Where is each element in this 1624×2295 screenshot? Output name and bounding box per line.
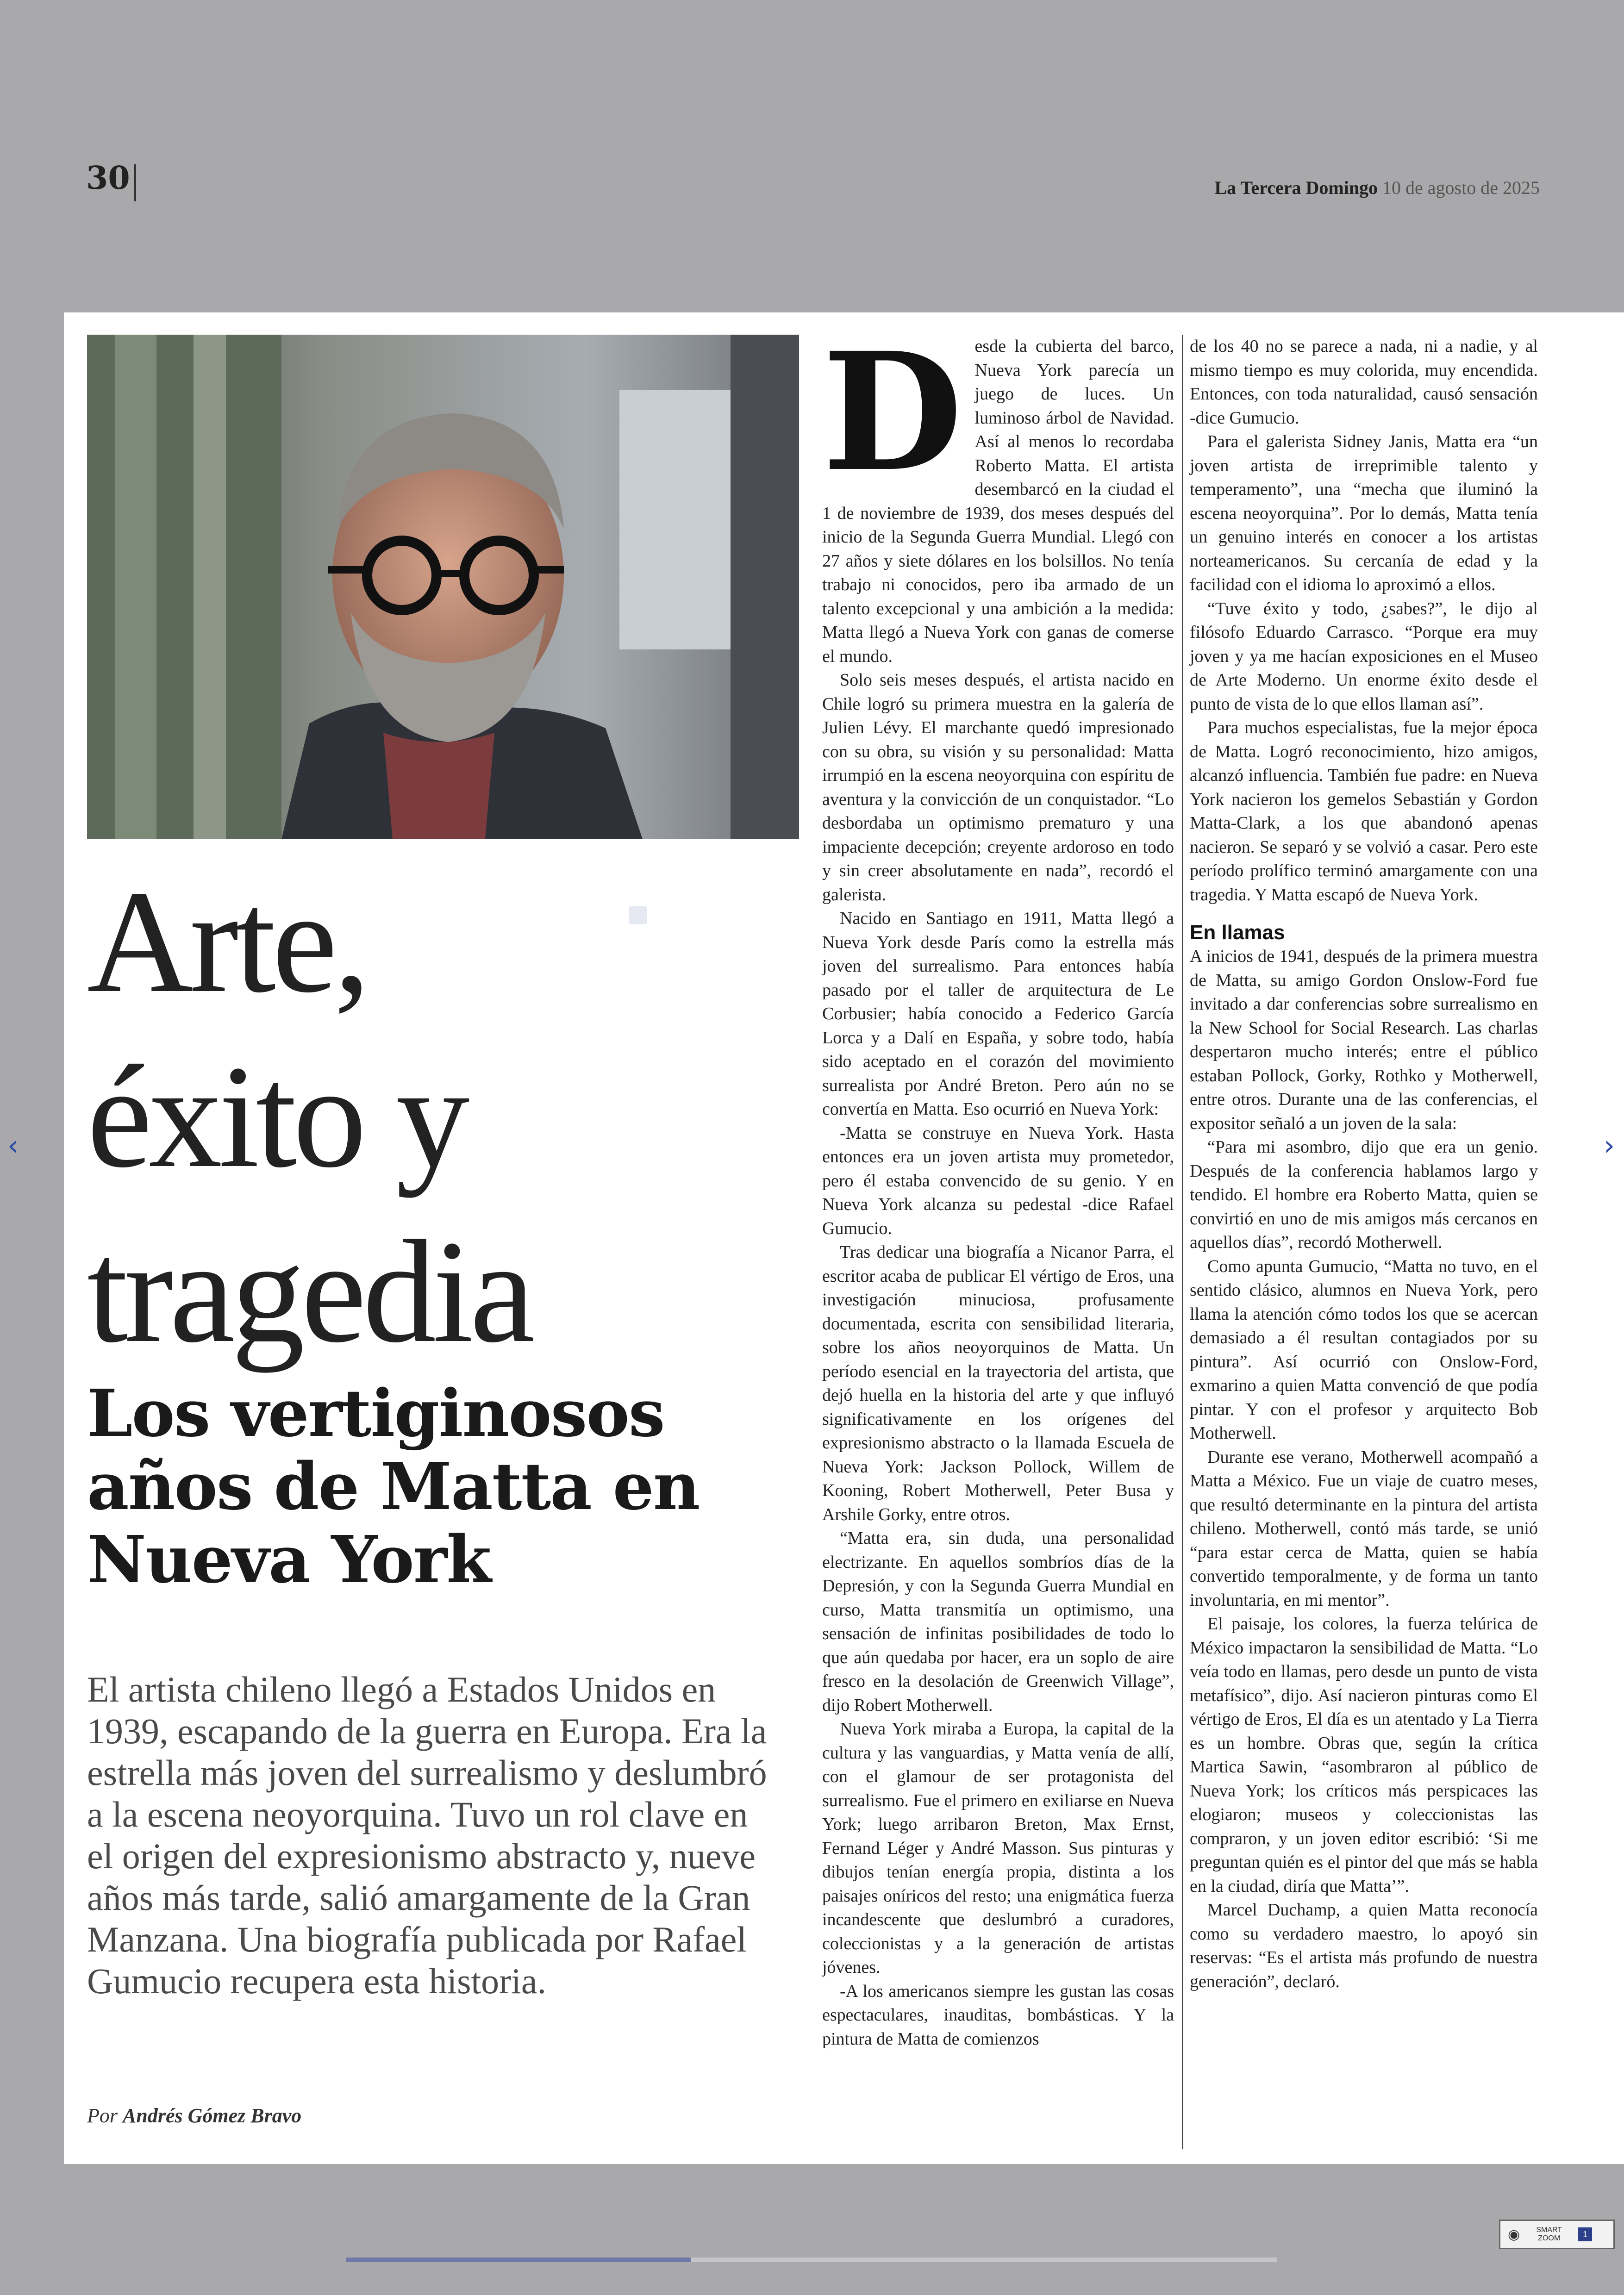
article-paragraph: Solo seis meses después, el artista nacido en Chile logró su primera muestra en la galería de Julien Lévy. El marchante quedó impresionado con su obra, su visión y su personalidad: Matta irrumpió en la escena neoyorquina con espíritu de aventura y la convicción de un conquistador. “Lo desbordaba un optimismo prematuro y una impaciente decepción; creyente ardoroso en todo y sin creer absolutamente en nada”, recordó el galerista.	[822, 670, 1174, 904]
article-paragraph: Desde la cubierta del barco, Nueva York parecía un juego de luces. Un luminoso árbol de Navidad. Así al menos lo recordaba Roberto Matta. El artista desembarcó en la ciudad el 1 de noviembre de 1939, dos meses después del inicio de la Segunda Guerra Mundial. Llegó con 27 años y siete dólares en los bolsillos. No tenía trabajo ni conocidos, pero iba armado de un talento excepcional y una ambición a la medida: Matta llegó a Nueva York con ganas de comerse el mundo.	[822, 317, 1174, 666]
article-paragraph: “Matta era, sin duda, una personalidad electrizante. En aquellos sombríos días de la Depresión, y con la Segunda Guerra Mundial en curso, Matta transmitía un optimismo, una sensación de infinitas posibilidades de todo lo que aún quedaba por hacer, era un soplo de aire fresco en la desolación de Greenwich Village”, dijo Robert Motherwell.	[822, 1528, 1174, 1715]
portrait-photo	[87, 335, 799, 839]
article-column-1	[822, 317, 1174, 2149]
chevron-left-icon[interactable]: ‹	[7, 1129, 19, 1162]
article-column-2	[1190, 335, 1538, 1994]
headline	[87, 854, 800, 1379]
drop-cap: D	[822, 317, 963, 507]
article-paragraph: Durante ese verano, Motherwell acompañó a Matta a México. Fue un viaje de cuatro meses, que resultó determinante en la pintura del artista chileno. Motherwell, contó más tarde, se unió “para estar cerca de Matta, quien se había convertido temporalmente, y de forma un tanto involuntaria, en mi mentor”.	[1190, 1447, 1538, 1610]
article-paragraph: -A los americanos siempre les gustan las cosas espectaculares, inauditas, bombásticas. Y la pintura de Matta de comienzos	[822, 1981, 1174, 2049]
byline-prefix: Por	[87, 2104, 118, 2127]
headline-line: éxito y	[87, 1035, 466, 1198]
article-paragraph: Como apunta Gumucio, “Matta no tuvo, en el sentido clásico, alumnos en Nueva York, pero llama la atención cómo todos los que se acercan demasiado a él resultan contagiados por su pintura”. Así ocurrió con Onslow-Ford, exmarino a quien Matta convenció de que podía pintar. Y con el profesor y arquitecto Bob Motherwell.	[1190, 1256, 1538, 1443]
column-divider	[1182, 335, 1183, 2149]
page-number: 30	[86, 160, 130, 197]
newspaper-page	[64, 312, 1624, 2164]
smart-zoom-control[interactable]	[1499, 2220, 1615, 2249]
article-paragraph: Tras dedicar una biografía a Nicanor Parra, el escritor acaba de publicar El vértigo de Eros, una investigación minuciosa, profusamente documentada, escrita con sensibilidad literaria, sobre los años neoyorquinos de Matta. Un período esencial en la trayectoria del artista, que dejó huella en la historia del arte y que influyó significativamente en los orígenes del expresionismo abstracto o la llamada Escuela de Nueva York: Jackson Pollock, Willem de Kooning, Robert Motherwell, Peter Busa y Arshile Gorky, entre otros.	[822, 1242, 1174, 1524]
newspaper-name: La Tercera Domingo	[1214, 177, 1378, 198]
article-paragraph: Nueva York miraba a Europa, la capital de la cultura y las vanguardias, y Matta venía de allí, con el glamour de ser protagonista del surrealismo. Fue el primero en exiliarse en Nueva York; luego arribaron Breton, Max Ernst, Fernand Léger y André Masson. Sus pinturas y dibujos tenían energía propia, distinta a los paisajes oníricos del resto; una enigmática fuerza incandescente que deslumbró a curadores, coleccionistas y a la generación de artistas jóvenes.	[822, 1719, 1174, 1977]
byline	[87, 2104, 301, 2127]
eye-icon: ◉	[1508, 2226, 1520, 2243]
smart-zoom-toggle[interactable]: 1	[1578, 2227, 1592, 2241]
chevron-right-icon[interactable]: ›	[1604, 1129, 1615, 1162]
article-paragraph: Marcel Duchamp, a quien Matta reconocía como su verdadero maestro, lo apoyó sin reservas: “Es el artista más profundo de nuestra generación”, declaró.	[1190, 1900, 1538, 1991]
headline-line: tragedia	[87, 1210, 532, 1373]
article-paragraph: Para muchos especialistas, fue la mejor época de Matta. Logró reconocimiento, hizo amigos, alcanzó influencia. También fue padre: en Nueva York nacieron los gemelos Sebastián y Gordon Matta-Clark, a los que abandonó apenas nacieron. Se separó y se volvió a casar. Pero este período prolífico terminó amargamente con una tragedia. Y Matta escapó de Nueva York.	[1190, 718, 1538, 904]
byline-author: Andrés Gómez Bravo	[123, 2104, 302, 2127]
annotation-marker[interactable]	[629, 906, 647, 924]
page-progress-bar[interactable]	[346, 2258, 1277, 2262]
article-paragraph: “Para mi asombro, dijo que era un genio. Después de la conferencia hablamos largo y tendido. El hombre era Roberto Matta, quien se convirtió en uno de mis amigos más cercanos en aquellos días”, recordó Motherwell.	[1190, 1137, 1538, 1252]
page-progress-fill	[346, 2258, 691, 2262]
subheadline: Los vertiginosos años de Matta en Nueva York	[87, 1376, 700, 1598]
article-paragraph: -Matta se construye en Nueva York. Hasta entonces era un joven artista muy prometedor, pero él estaba convencido de su genio. Y en Nueva York alcanza su pedestal -dice Rafael Gumucio.	[822, 1123, 1174, 1238]
article-paragraph: El paisaje, los colores, la fuerza telúrica de México impactaron la sensibilidad de Matta. “Lo veía todo en llamas, pero desde un punto de vista metafísico”, dijo. Así nacieron pinturas como El vértigo de Eros, El día es un atentado y La Tierra es un hombre. Obras que, según la crítica Martica Sawin, “asombraron al público de Nueva York; los críticos más perspicaces las elogiaron; museos y coleccionistas las compraron, y un joven editor escribió: ‘Si me preguntan quién es el pintor del que más se habla en la ciudad, diría que Matta’”.	[1190, 1614, 1538, 1896]
article-paragraph: de los 40 no se parece a nada, ni a nadie, y al mismo tiempo es muy colorida, muy encendida. Entonces, con toda naturalidad, causó sensación -dice Gumucio.	[1190, 337, 1538, 428]
issue-date: 10 de agosto de 2025	[1382, 177, 1540, 198]
article-dek: El artista chileno llegó a Estados Unidos en 1939, escapando de la guerra en Europa. Era la estrella más joven del surrealismo y deslumbró a la escena neoyorquina. Tuvo un rol clave en el origen del expresionismo abstracto y, nueve años más tarde, salió amargamente de la Gran Manzana. Una biografía publicada por Rafael Gumucio recupera esta historia.	[87, 1669, 767, 2001]
page-number-divider	[134, 164, 136, 201]
masthead	[1214, 177, 1540, 199]
article-paragraph: Nacido en Santiago en 1911, Matta llegó a Nueva York desde París como la estrella más joven del surrealismo. Para entonces había pasado por el taller de arquitectura de Le Corbusier; había conocido a Federico García Lorca y a Dalí en España, y sobre todo, había sido aceptado en el corazón del movimiento surrealista por André Breton. Pero aún no se convertía en Matta. Eso ocurrió en Nueva York:	[822, 909, 1174, 1119]
headline-line: Arte,	[87, 860, 367, 1023]
smart-zoom-label: SMART ZOOM	[1536, 2226, 1562, 2242]
article-paragraph: “Tuve éxito y todo, ¿sabes?”, le dijo al filósofo Eduardo Carrasco. “Porque era muy joven y ya me hacían exposiciones en el Museo de Arte Moderno. Un enorme éxito desde el punto de vista de lo que ellos llaman así”.	[1190, 599, 1538, 714]
article-paragraph: A inicios de 1941, después de la primera muestra de Matta, su amigo Gordon Onslow-Ford fue invitado a dar conferencias sobre surrealismo en la New School for Social Research. Las charlas despertaron mucho interés; entre el público estaban Pollock, Gorky, Rothko y Motherwell, entre otros. Durante una de las conferencias, el expositor señaló a un joven de la sala:	[1190, 947, 1538, 1133]
section-heading: En llamas	[1190, 921, 1285, 944]
article-paragraph: Para el galerista Sidney Janis, Matta era “un joven artista de irreprimible talento y temperamento”, una “mecha que iluminó la escena neoyorquina”. Por lo demás, Matta tenía un genuino interés en conocer a los artistas norteamericanos. Su cercanía de edad y la facilidad con el idioma lo aproximó a ellos.	[1190, 432, 1538, 594]
